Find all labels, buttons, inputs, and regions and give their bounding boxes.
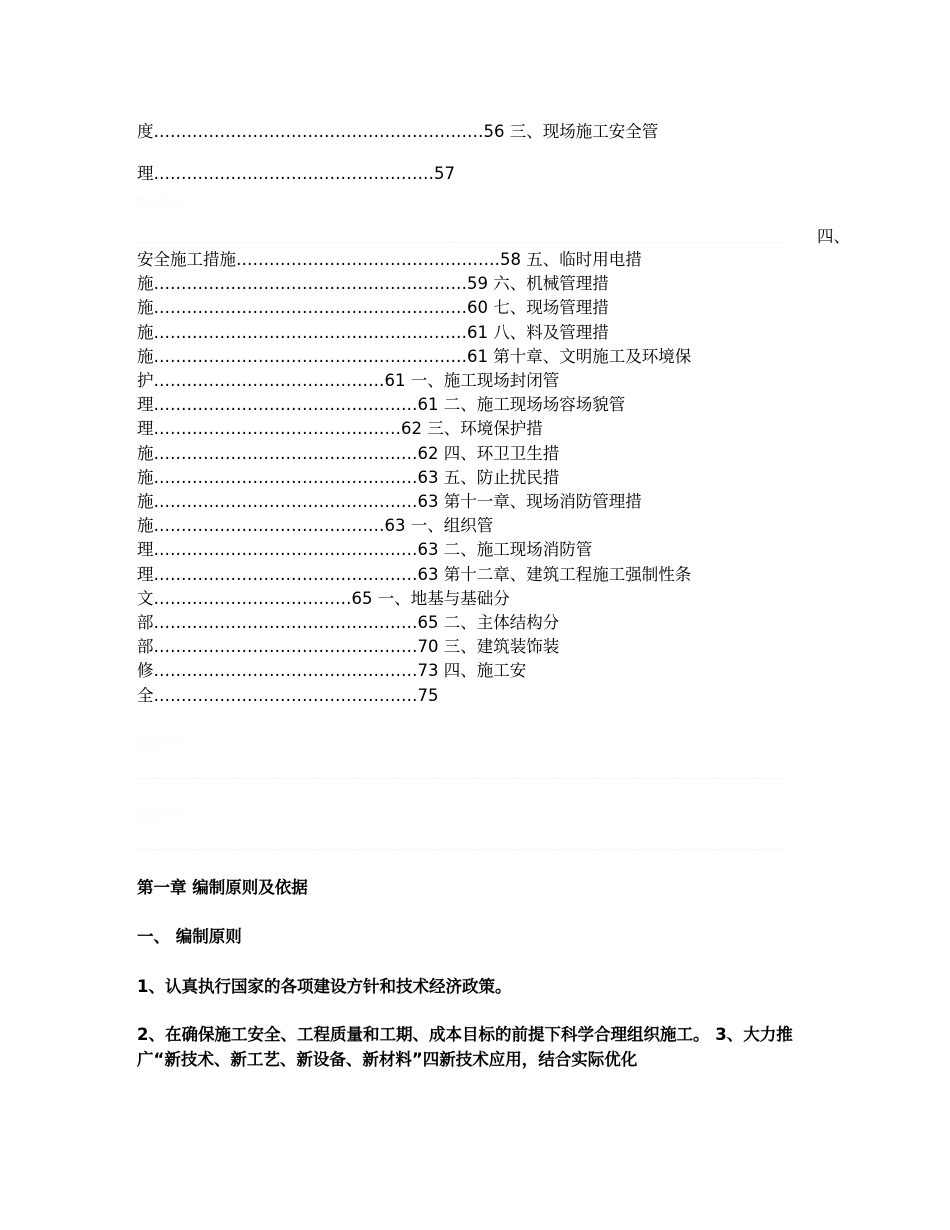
- toc-entry[interactable]: 理…………………………………………61 二、施工现场场容场貌管: [137, 395, 626, 415]
- toc-entry[interactable]: 全…………………………………………75: [137, 685, 439, 705]
- toc-entry[interactable]: 理…………………………………………63 二、施工现场消防管: [137, 540, 593, 560]
- toc-entry[interactable]: 文………………………………65 一、地基与基础分: [137, 588, 510, 608]
- toc-entry[interactable]: 施…………………………………………………60 七、现场管理措: [137, 298, 609, 318]
- toc-entry[interactable]: 施…………………………………………………61 第十章、文明施工及环境保: [137, 346, 692, 366]
- watermark-text: 精品资料: [137, 737, 185, 750]
- watermark-text: 精品资料: [137, 809, 185, 822]
- chapter-heading: 第一章 编制原则及依据: [137, 878, 308, 897]
- toc-entry[interactable]: 护……………………………………61 一、施工现场封闭管: [137, 371, 560, 391]
- toc-orphan-numeral: 四、: [817, 227, 850, 246]
- chapter-content: [137, 876, 837, 1095]
- toc-entry[interactable]: 施…………………………………………………61 八、料及管理措: [137, 322, 609, 342]
- toc-entry[interactable]: 修…………………………………………73 四、施工安: [137, 661, 527, 681]
- paragraph: 1、认真执行国家的各项建设方针和技术经济政策。: [137, 977, 512, 996]
- toc-main-list: [137, 248, 837, 708]
- page-divider-rule: [137, 778, 785, 779]
- toc-entry[interactable]: 理……………………………………………57: [137, 164, 455, 183]
- toc-top-fragment: [137, 111, 837, 195]
- toc-entry[interactable]: 施……………………………………63 一、组织管: [137, 516, 494, 536]
- toc-entry[interactable]: 施…………………………………………………59 六、机械管理措: [137, 274, 609, 294]
- toc-entry[interactable]: 部…………………………………………70 三、建筑装饰装: [137, 637, 560, 657]
- toc-entry[interactable]: 施…………………………………………62 四、环卫卫生措: [137, 443, 560, 463]
- toc-entry[interactable]: 理…………………………………………63 第十二章、建筑工程施工强制性条: [137, 564, 692, 584]
- toc-entry[interactable]: 施…………………………………………63 第十一章、现场消防管理措: [137, 492, 642, 512]
- paragraph: 2、在确保施工安全、工程质量和工期、成本目标的前提下科学合理组织施工。 3、大力推广“新技术、新工艺、新设备、新材料”四新技术应用，结合实际优化: [137, 1024, 793, 1069]
- watermark-text: 精品资料: [137, 195, 185, 208]
- toc-entry[interactable]: 理………………………………………62 三、环境保护措: [137, 419, 543, 439]
- toc-entry[interactable]: 施…………………………………………63 五、防止扰民措: [137, 467, 560, 487]
- toc-entry[interactable]: 部…………………………………………65 二、主体结构分: [137, 613, 560, 633]
- section-heading: 一、 编制原则: [137, 927, 242, 946]
- page-divider-rule: [137, 849, 785, 850]
- toc-entry[interactable]: 安全施工措施…………………………………………58 五、临时用电措: [137, 250, 642, 269]
- toc-entry[interactable]: 度……………………………………………………56 三、现场施工安全管: [137, 122, 659, 141]
